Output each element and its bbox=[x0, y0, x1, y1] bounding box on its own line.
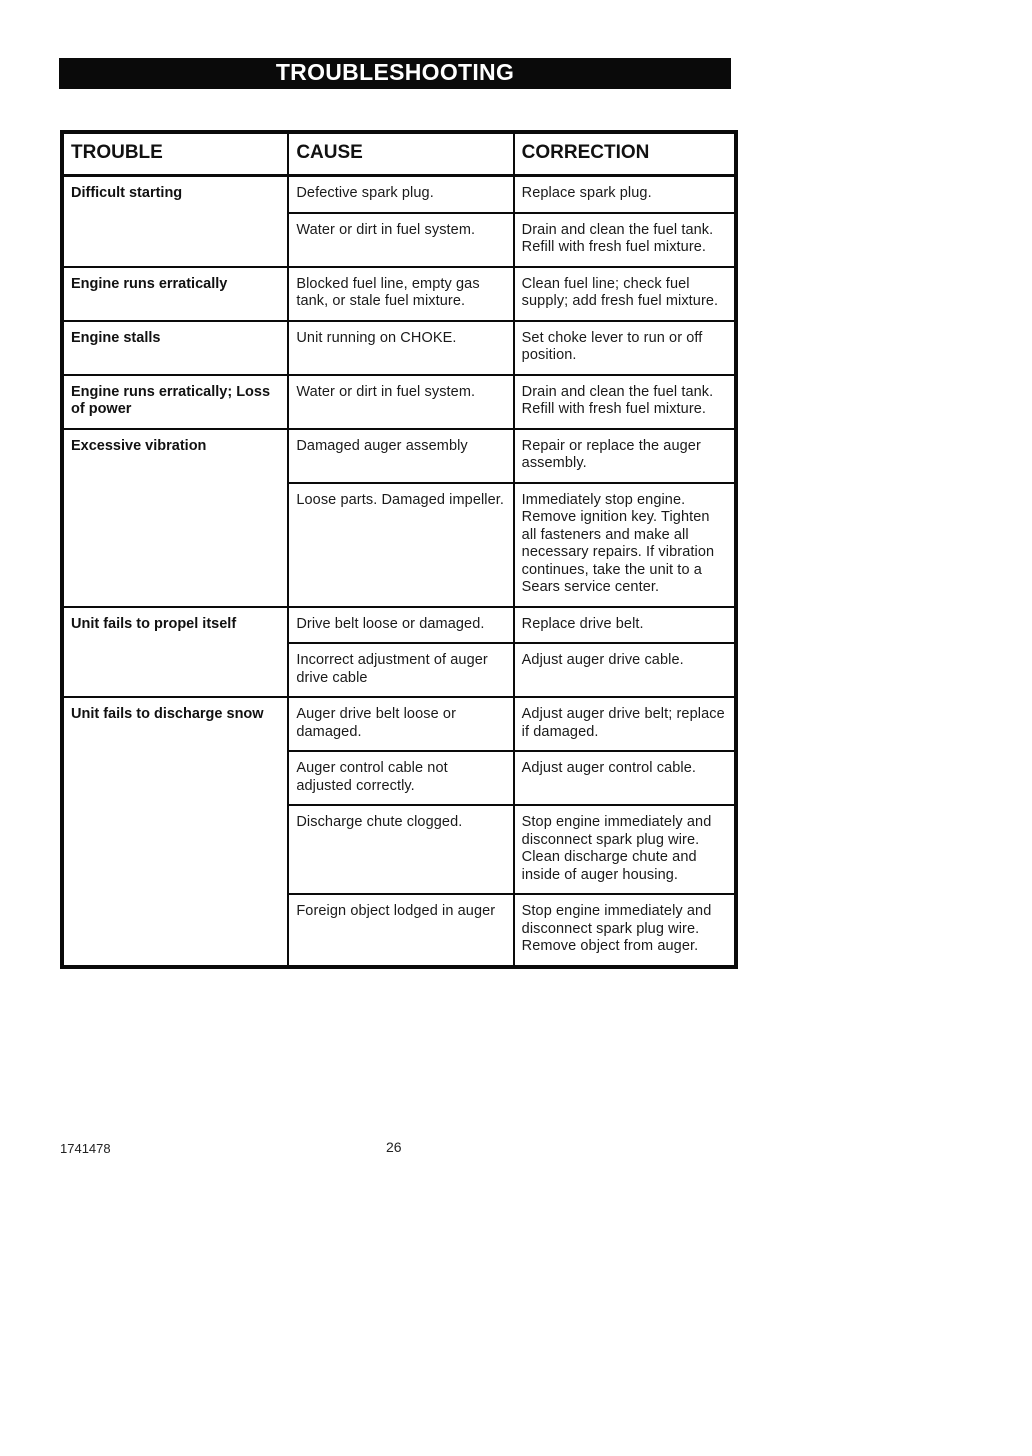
correction-cell: Adjust auger drive belt; replace if damaged. bbox=[514, 697, 736, 751]
trouble-cell: Engine stalls bbox=[62, 321, 288, 375]
correction-cell: Repair or replace the auger assembly. bbox=[514, 429, 736, 483]
page-title: TROUBLESHOOTING bbox=[59, 58, 731, 89]
correction-cell: Stop engine immediately and disconnect spark plug wire. Clean discharge chute and inside of auger housing. bbox=[514, 805, 736, 894]
cause-cell: Defective spark plug. bbox=[288, 176, 513, 213]
cause-cell: Water or dirt in fuel system. bbox=[288, 375, 513, 429]
correction-cell: Replace drive belt. bbox=[514, 607, 736, 644]
correction-cell: Stop engine immediately and disconnect spark plug wire. Remove object from auger. bbox=[514, 894, 736, 967]
trouble-cell: Difficult starting bbox=[62, 176, 288, 267]
correction-cell: Adjust auger drive cable. bbox=[514, 643, 736, 697]
table-row bbox=[62, 429, 736, 483]
table-row bbox=[62, 375, 736, 429]
table-row bbox=[62, 607, 736, 644]
correction-cell: Set choke lever to run or off position. bbox=[514, 321, 736, 375]
trouble-cell: Excessive vibration bbox=[62, 429, 288, 607]
cause-cell: Damaged auger assembly bbox=[288, 429, 513, 483]
cause-cell: Blocked fuel line, empty gas tank, or stale fuel mixture. bbox=[288, 267, 513, 321]
table-row bbox=[62, 176, 736, 213]
trouble-cell: Engine runs erratically; Loss of power bbox=[62, 375, 288, 429]
cause-cell: Auger drive belt loose or damaged. bbox=[288, 697, 513, 751]
header-cause: CAUSE bbox=[288, 132, 513, 176]
correction-cell: Clean fuel line; check fuel supply; add fresh fuel mixture. bbox=[514, 267, 736, 321]
cause-cell: Unit running on CHOKE. bbox=[288, 321, 513, 375]
header-trouble: TROUBLE bbox=[62, 132, 288, 176]
table-row bbox=[62, 321, 736, 375]
document-code: 1741478 bbox=[60, 1141, 111, 1156]
correction-cell: Replace spark plug. bbox=[514, 176, 736, 213]
trouble-cell: Unit fails to discharge snow bbox=[62, 697, 288, 967]
cause-cell: Auger control cable not adjusted correctly. bbox=[288, 751, 513, 805]
table-header-row bbox=[62, 132, 736, 176]
trouble-cell: Engine runs erratically bbox=[62, 267, 288, 321]
correction-cell: Adjust auger control cable. bbox=[514, 751, 736, 805]
page-number: 26 bbox=[386, 1139, 402, 1155]
table-body bbox=[62, 176, 736, 967]
cause-cell: Water or dirt in fuel system. bbox=[288, 213, 513, 267]
header-correction: CORRECTION bbox=[514, 132, 736, 176]
cause-cell: Loose parts. Damaged impeller. bbox=[288, 483, 513, 607]
correction-cell: Drain and clean the fuel tank. Refill with fresh fuel mixture. bbox=[514, 375, 736, 429]
cause-cell: Drive belt loose or damaged. bbox=[288, 607, 513, 644]
cause-cell: Foreign object lodged in auger bbox=[288, 894, 513, 967]
table-row bbox=[62, 267, 736, 321]
troubleshooting-table bbox=[60, 130, 738, 969]
table-row bbox=[62, 697, 736, 751]
cause-cell: Incorrect adjustment of auger drive cable bbox=[288, 643, 513, 697]
correction-cell: Immediately stop engine. Remove ignition key. Tighten all fasteners and make all necessary repairs. If vibration continues, take the unit to a Sears service center. bbox=[514, 483, 736, 607]
correction-cell: Drain and clean the fuel tank. Refill with fresh fuel mixture. bbox=[514, 213, 736, 267]
trouble-cell: Unit fails to propel itself bbox=[62, 607, 288, 698]
cause-cell: Discharge chute clogged. bbox=[288, 805, 513, 894]
